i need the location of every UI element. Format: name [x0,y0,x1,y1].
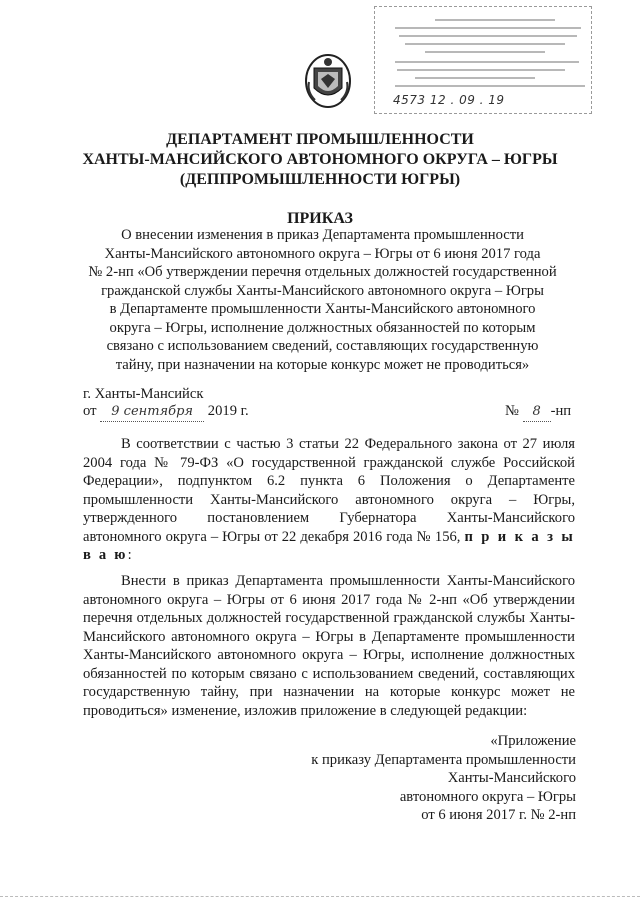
paragraph-2-text: Внести в приказ Департамента промышленности Ханты-Мансийского автономного округа – Югры от 6 июня 2017 года № 2-нп «Об утверждении перечня отдельных должностей государственной гражданской службы Ханты-Мансийского автономного округа – Югры в Департаменте промышленности Ханты-Мансийского автономного округа – Югры, исполнение должностных обязанностей по которым связано с использованием сведений, составляющих государственную тайну, при назначении на которые конкурс может не проводиться» изменение, изложив приложение в следующей редакции: [83,573,575,719]
department-name-line2: ХАНТЫ-МАНСИЙСКОГО АВТОНОМНОГО ОКРУГА – ЮГРЫ [82,151,558,168]
command-word: п р и к а з ы в а ю [83,528,576,563]
body-paragraph-2 [83,572,575,720]
appendix-line: от 6 июня 2017 г. № 2-нп [421,807,576,823]
stamp-registration-number: 4573 12 . 09 . 19 [393,93,505,107]
order-number [505,402,571,422]
number-suffix: -нп [550,403,572,419]
coat-of-arms-emblem [303,52,353,110]
paragraph-1-end: : [127,547,132,563]
body-paragraph-1 [83,435,575,565]
city: г. Ханты-Мансийск [83,386,204,402]
subject-line: О внесении изменения в приказ Департамента промышленности [121,227,524,243]
paragraph-1-text: В соответствии с частью 3 статьи 22 Федерального закона от 27 июля 2004 года № 79-ФЗ «О государственной гражданской службе Российской Федерации», подпунктом 6.2 пункта 6 Положения о Департаменте промышленности Ханты-Мансийского автономного округа – Югры, утвержденного постановлением Губернатора Ханты-Мансийского автономного округа – Югры от 22 декабря 2016 года № 156, [83,436,575,545]
appendix-line: к приказу Департамента промышленности [311,751,576,768]
subject-line: в Департаменте промышленности Ханты-Мансийского автономного [109,301,536,317]
date-year: 2019 г. [207,403,249,419]
registration-stamp [374,6,592,114]
department-name-line3: (ДЕППРОМЫШЛЕННОСТИ ЮГРЫ) [179,171,461,188]
subject-line: тайну, при назначении на которые конкурс может не проводиться» [115,356,530,373]
order-title: ПРИКАЗ [287,210,353,227]
subject-line: гражданской службы Ханты-Мансийского автономного округа – Югры [101,282,544,299]
date-prefix: от [83,403,97,419]
order-subject [70,226,575,374]
appendix-line: Ханты-Мансийского [447,770,576,786]
number-prefix: № [505,403,519,419]
date-handwritten: 9 сентября [100,403,204,422]
subject-line: округа – Югры, исполнение должностных обязанностей по которым [109,319,536,336]
page-bottom-edge [0,896,640,898]
subject-line: Ханты-Мансийского автономного округа – Югры от 6 июня 2017 года [104,245,541,262]
department-name-line1: ДЕПАРТАМЕНТ ПРОМЫШЛЕННОСТИ [166,131,474,148]
appendix-line: «Приложение [490,733,576,749]
subject-line: связано с использованием сведений, составляющих государственную [106,338,539,354]
order-date [83,402,249,422]
appendix-header [311,732,576,825]
number-handwritten: 8 [523,403,551,422]
subject-line: № 2-нп «Об утверждении перечня отдельных должностей государственной [88,264,557,280]
appendix-line: автономного округа – Югры [399,788,576,805]
